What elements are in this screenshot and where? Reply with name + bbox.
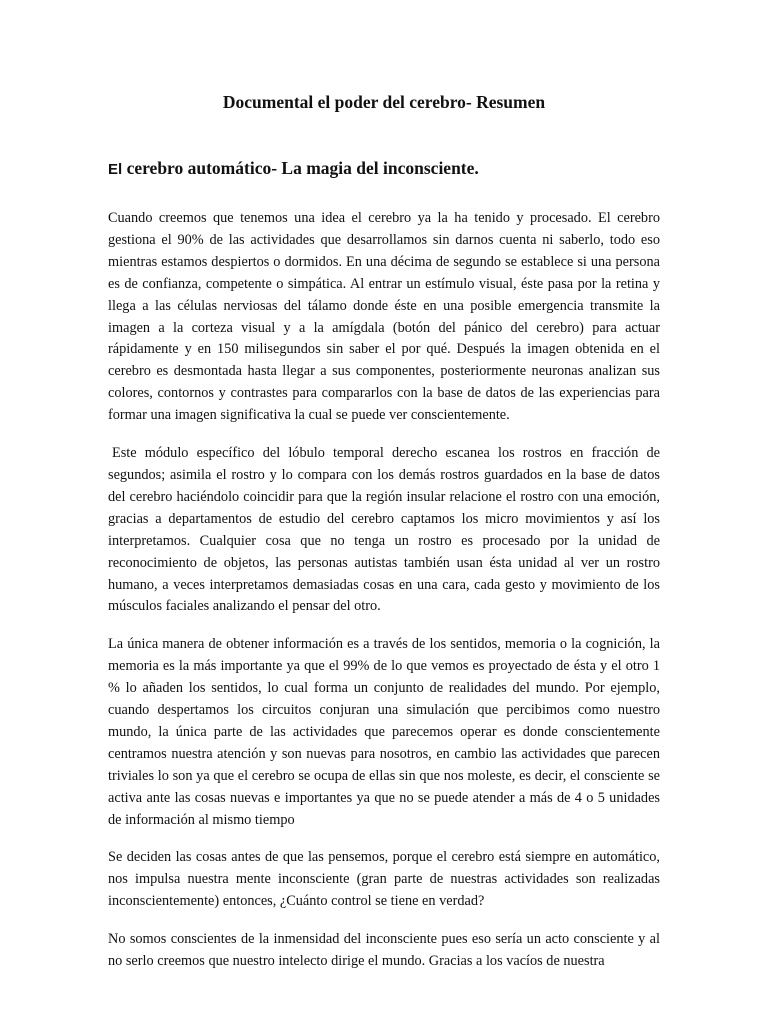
section-heading-text: cerebro automático- La magia del inconsciente. bbox=[122, 158, 479, 178]
paragraph-3: La única manera de obtener información es a través de los sentidos, memoria o la cognición, la memoria es la más importante ya que el 99% de lo que vemos es proyectado de ésta y el otro 1 % lo añaden los sentidos, lo cual forma un conjunto de realidades del mundo. Por ejemplo, cuando despertamos los circuitos conjuran una simulación que percibimos como nuestro mundo, la única parte de las actividades que parecemos operar es donde conscientemente centramos nuestra atención y son nuevas para nosotros, en cambio las actividades que parecen triviales lo son ya que el cerebro se ocupa de ellas sin que nos moleste, es decir, el consciente se activa ante las cosas nuevas e importantes ya que no se puede atender a más de 4 o 5 unidades de información al mismo tiempo bbox=[108, 636, 660, 828]
paragraph-2: Este módulo específico del lóbulo temporal derecho escanea los rostros en fracción de segundos; asimila el rostro y lo compara con los demás rostros guardados en la base de datos del cerebro haciéndolo coincidir para que la región insular relacione el rostro con una emoción, gracias a departamentos de estudio del cerebro captamos los micro movimientos y así los interpretamos. Cualquier cosa que no tenga un rostro es procesado por la unidad de reconocimiento de objetos, las personas autistas también usan ésta unidad al ver un rostro humano, a veces interpretamos demasiadas cosas en una cara, cada gesto y movimiento de los músculos faciales analizando el pensar del otro. bbox=[108, 445, 660, 615]
section-heading-lead: El bbox=[108, 161, 123, 178]
paragraph-1: Cuando creemos que tenemos una idea el cerebro ya la ha tenido y procesado. El cerebro gestiona el 90% de las actividades que desarrollamos sin darnos cuenta ni saberlo, todo eso mientras estamos despiertos o dormidos. En una décima de segundo se establece si una persona es de confianza, competente o simpática. Al entrar un estímulo visual, éste pasa por la retina y llega a las células nerviosas del tálamo donde éste en una posible emergencia transmite la imagen a la corteza visual y a la amígdala (botón del pánico del cerebro) para actuar rápidamente y en 150 milisegundos sin saber el por qué. Después la imagen obtenida en el cerebro es desmontada hasta llegar a sus componentes, posteriormente neuronas analizan sus colores, contornos y contrastes para compararlos con la base de datos de las experiencias para formar una imagen significativa la cual se puede ver conscientemente. bbox=[108, 210, 660, 424]
document-title: Documental el poder del cerebro- Resumen bbox=[222, 92, 546, 112]
section-heading bbox=[108, 157, 479, 181]
paragraph-5: No somos conscientes de la inmensidad del inconsciente pues eso sería un acto consciente y al no serlo creemos que nuestro intelecto dirige el mundo. Gracias a los vacíos de nuestra bbox=[108, 931, 660, 970]
document-body bbox=[108, 208, 660, 989]
paragraph-4: Se deciden las cosas antes de que las pensemos, porque el cerebro está siempre en automático, nos impulsa nuestra mente inconsciente (gran parte de nuestras actividades son realizadas inconscientemente) entonces, ¿Cuánto control se tiene en verdad? bbox=[108, 849, 660, 910]
